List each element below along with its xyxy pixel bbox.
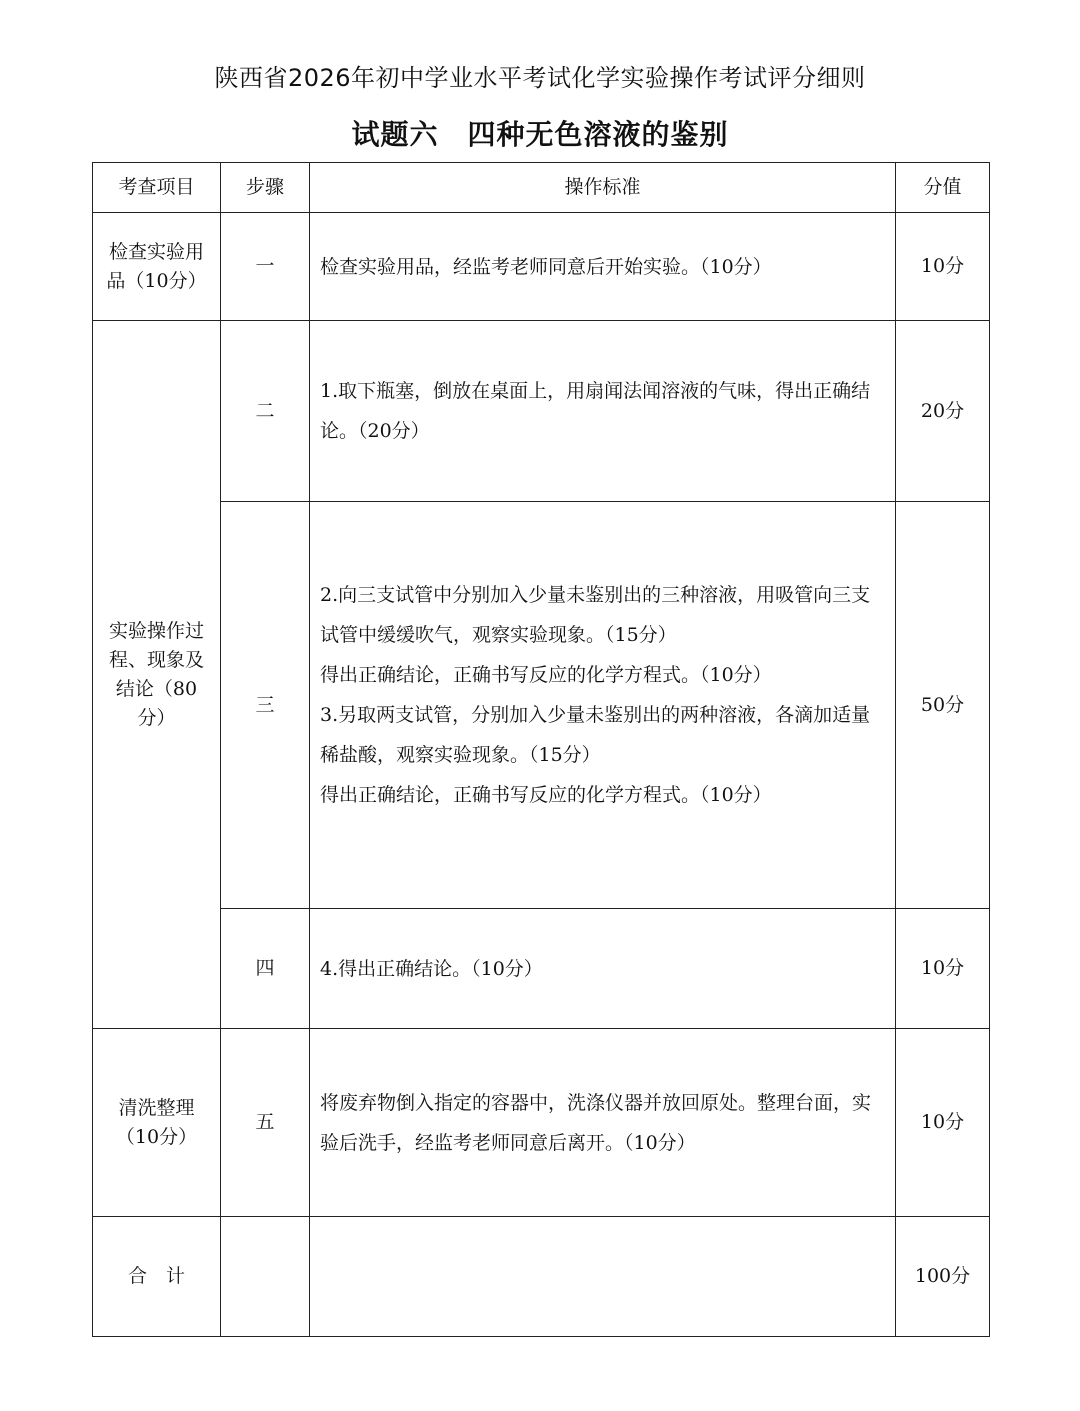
score-cell: 10分 (896, 909, 990, 1029)
total-step-empty (221, 1217, 310, 1337)
score-cell: 50分 (896, 502, 990, 909)
criteria-line: 得出正确结论，正确书写反应的化学方程式。（10分） (320, 664, 772, 686)
score-cell: 10分 (896, 213, 990, 321)
grading-table (92, 162, 990, 1337)
item-cell-check-equipment: 检查实验用品（10分） (93, 213, 221, 321)
table-row (93, 502, 990, 909)
item-cell-experiment-operation: 实验操作过程、现象及结论（80分） (93, 321, 221, 1029)
table-row (93, 1029, 990, 1217)
table-row (93, 321, 990, 502)
criteria-line: 1.取下瓶塞，倒放在桌面上，用扇闻法闻溶液的气味，得出正确结论。（20分） (320, 380, 871, 442)
total-score: 100分 (896, 1217, 990, 1337)
criteria-cell (310, 321, 896, 502)
step-cell: 三 (221, 502, 310, 909)
table-header-row (93, 163, 990, 213)
criteria-cell (310, 909, 896, 1029)
step-cell: 四 (221, 909, 310, 1029)
step-cell: 五 (221, 1029, 310, 1217)
criteria-line: 2.向三支试管中分别加入少量未鉴别出的三种溶液，用吸管向三支试管中缓缓吹气，观察实验现象。（15分） (320, 584, 871, 646)
criteria-line: 检查实验用品，经监考老师同意后开始实验。（10分） (320, 255, 772, 278)
criteria-line: 将废弃物倒入指定的容器中，洗涤仪器并放回原处。整理台面，实验后洗手，经监考老师同意后离开。（10分） (320, 1091, 872, 1154)
step-cell: 一 (221, 213, 310, 321)
table-total-row (93, 1217, 990, 1337)
criteria-line: 4.得出正确结论。（10分） (320, 957, 543, 980)
header-criteria: 操作标准 (310, 163, 896, 213)
criteria-cell (310, 213, 896, 321)
total-label: 合 计 (93, 1217, 221, 1337)
header-step: 步骤 (221, 163, 310, 213)
criteria-line: 3.另取两支试管，分别加入少量未鉴别出的两种溶液，各滴加适量稀盐酸，观察实验现象。（15分） (320, 704, 871, 766)
score-cell: 10分 (896, 1029, 990, 1217)
item-cell-cleanup: 清洗整理（10分） (93, 1029, 221, 1217)
criteria-cell (310, 502, 896, 909)
criteria-cell (310, 1029, 896, 1217)
header-item: 考查项目 (93, 163, 221, 213)
header-score: 分值 (896, 163, 990, 213)
total-criteria-empty (310, 1217, 896, 1337)
document-title: 陕西省2026年初中学业水平考试化学实验操作考试评分细则 (214, 64, 866, 92)
document-subtitle: 试题六 四种无色溶液的鉴别 (351, 118, 729, 151)
criteria-line: 得出正确结论，正确书写反应的化学方程式。（10分） (320, 784, 772, 806)
step-cell: 二 (221, 321, 310, 502)
table-row (93, 213, 990, 321)
score-cell: 20分 (896, 321, 990, 502)
table-row (93, 909, 990, 1029)
